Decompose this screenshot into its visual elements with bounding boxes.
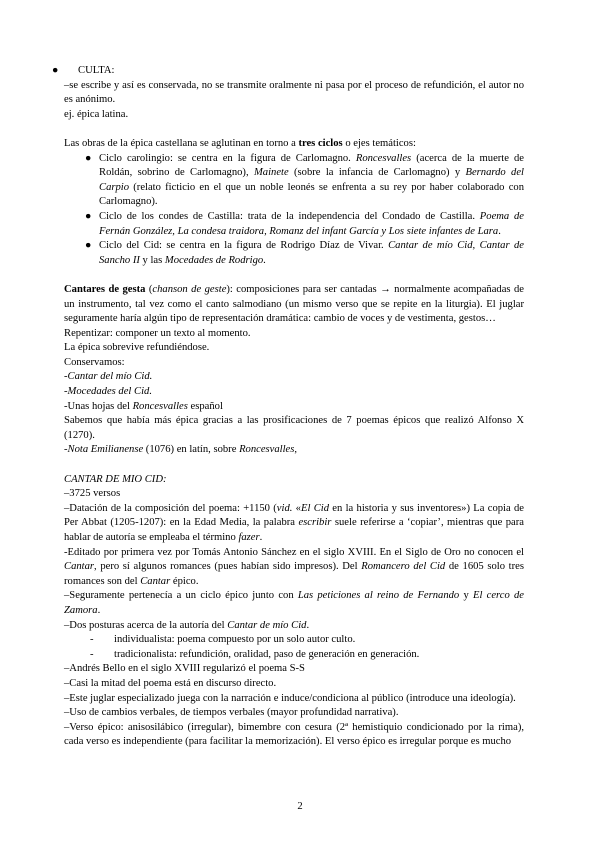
postura-item: - individualista: poema compuesto por un solo autor culto. bbox=[90, 634, 356, 646]
ciclo-condes: ● Ciclo de los condes de Castilla: trata de la independencia del Condado de Castilla. Poema de Fernán González, La condesa traidora, Romanz del infant García y Los siete infantes de Lara. bbox=[85, 210, 524, 237]
conservamos-line: Conservamos: bbox=[64, 356, 125, 368]
verso-paragraph: –Verso épico: anisosilábico (irregular), bimembre con cesura (2ª hemistiquio condicionado por la rima), cada verso es independiente (para facilitar la memorización). El verso épico es irregular porque es mucho bbox=[64, 721, 524, 748]
bullet-icon: ● bbox=[85, 152, 92, 164]
conservamos-item: -Cantar del mío Cid. bbox=[64, 371, 153, 383]
mitad-line: –Casi la mitad del poema está en discurso directo. bbox=[64, 677, 277, 689]
cantares-paragraph: Cantares de gesta (chanson de geste): composiciones para ser cantadas → normalmente acompañadas de un instrumento, tal vez como el canto salmodiano (un mismo verso que se repite en la liturgia). El juglar seguramente haría algún tipo de representación dramática: cambio de voces y de vestimenta, gestos… bbox=[64, 283, 524, 325]
datacion-paragraph: –Datación de la composición del poema: +1150 (vid. «El Cid en la historia y sus inventores») La copia de Per Abbat (1205-1207): en la Edad Media, la palabra escribir suele referirse a ‘copiar’, mientras que para hablar de autoría se empleaba el término fazer. bbox=[64, 502, 524, 543]
sabemos-line: Sabemos que había más épica gracias a las prosificaciones de 7 poemas épicos que realizó Alfonso X (1270). bbox=[64, 415, 524, 441]
posturas-line: –Dos posturas acerca de la autoría del Cantar de mío Cid. bbox=[64, 619, 310, 631]
page-number: 2 bbox=[297, 801, 303, 812]
juglar-paragraph: –Este juglar especializado juega con la narración e induce/condiciona al público (introduce una ideología). bbox=[64, 692, 516, 704]
culta-line-1: –se escribe y así es conservada, no se transmite oralmente ni pasa por el proceso de refundición, el autor no es anónimo. bbox=[64, 79, 524, 106]
ciclo-paragraph: –Seguramente pertenecía a un ciclo épico junto con Las peticiones al reino de Fernando y El cerco de Zamora. bbox=[64, 590, 525, 616]
culta-heading: ● CULTA: bbox=[40, 64, 524, 79]
culta-line-2: ej. épica latina. bbox=[64, 108, 129, 120]
bullet-icon: ● bbox=[52, 65, 59, 76]
conservamos-item: -Unas hojas del Roncesvalles español bbox=[64, 400, 223, 412]
cambios-line: –Uso de cambios verbales, de tiempos verbales (mayor profundidad narrativa). bbox=[64, 707, 399, 719]
postura-item: - tradicionalista: refundición, oralidad, paso de generación en generación. bbox=[90, 648, 420, 660]
ciclo-cid: ● Ciclo del Cid: se centra en la figura de Rodrigo Díaz de Vivar. Cantar de mío Cid, Cantar de Sancho II y las Mocedades de Rodrigo. bbox=[85, 240, 524, 266]
bullet-icon: ● bbox=[85, 240, 92, 252]
bullet-icon: ● bbox=[85, 210, 92, 222]
document-page bbox=[52, 64, 525, 750]
conservamos-item: -Mocedades del Cid. bbox=[64, 386, 152, 398]
ciclo-carolingio: ● Ciclo carolingio: se centra en la figura de Carlomagno. Roncesvalles (acerca de la muerte de Roldán, sobrino de Carlomagno), Mainete (sobre la infancia de Carlomagno) y Bernardo del Carpio (relato ficticio en el que un noble leonés se enfrenta a su rey por haber colaborado con Carlomagno). bbox=[85, 152, 524, 208]
culta-heading-text: CULTA bbox=[78, 65, 112, 76]
repentizar-line: Repentizar: componer un texto al momento. bbox=[64, 327, 251, 339]
bello-line: –Andrés Bello en el siglo XVIII regularizó el poema S-S bbox=[64, 663, 305, 675]
sobrevive-line: La épica sobrevive refundiéndose. bbox=[64, 342, 210, 354]
nota-line: -Nota Emilianense (1076) en latín, sobre Roncesvalles, bbox=[64, 444, 298, 456]
cantar-cid-heading: CANTAR DE MIO CID: bbox=[64, 473, 167, 485]
ciclos-intro: Las obras de la épica castellana se aglutinan en torno a tres ciclos o ejes temáticos: bbox=[64, 137, 416, 149]
editado-paragraph: -Editado por primera vez por Tomás Antonio Sánchez en el siglo XVIII. En el Siglo de Oro no conocen el Cantar, pero sí algunos romances (pues habían sido impresos). Del Romancero del Cid de 1605 solo tres romances son del Cantar épico. bbox=[64, 546, 524, 587]
versos-line: –3725 versos bbox=[64, 488, 121, 500]
